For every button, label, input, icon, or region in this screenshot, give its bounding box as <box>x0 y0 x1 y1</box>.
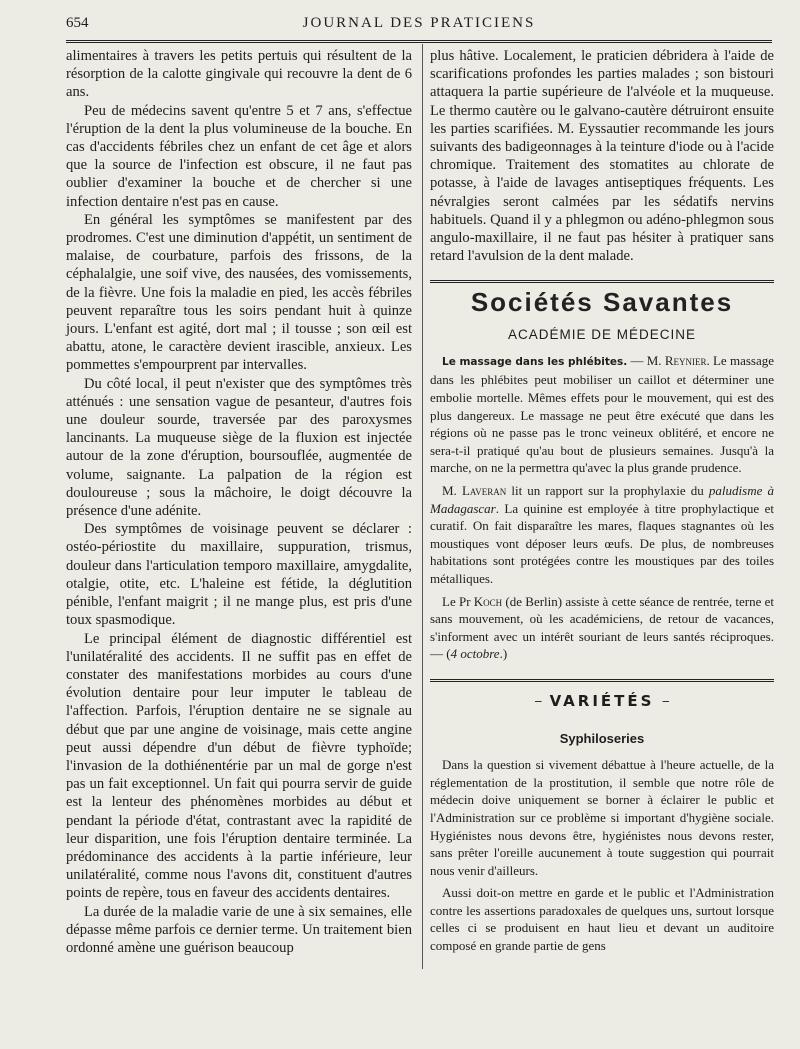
varietes-banner <box>430 679 774 726</box>
running-title: JOURNAL DES PRATICIENS <box>302 14 536 31</box>
paragraph: Peu de médecins savent qu'entre 5 et 7 ans, s'effectue l'éruption de la dent la plus volumineuse de la bouche. En cas d'accidents fébriles chez un enfant de cet âge et alors que la source de l'infection est obscure, il ne faut pas oublier d'examiner la bouche et de chercher si une infection dentaire n'est pas en cause. <box>66 102 412 210</box>
academy-report <box>430 352 774 663</box>
article-title: Syphiloseries <box>559 730 645 746</box>
paragraph: En général les symptômes se manifestent par des prodromes. C'est une diminution d'appétit, un sentiment de malaise, de courbature, parfois des frissons, de la céphalalgie, une soif vive, des nausées, des vomissements, de la fièvre. Une fois la maladie en pied, les accès fébriles peuvent reparaître tous les soirs pendant huit à quinze jours. L'enfant est agité, dort mal ; il tousse ; son œil est abattu, atone, le caractère devient irascible, anxieux. Les pommettes s'empourprent par intervalles. <box>66 211 412 374</box>
paragraph: La durée de la maladie varie de une à six semaines, elle dépasse même parfois ce dernier terme. Un traitement bien ordonné amène une guérison beaucoup <box>66 903 412 956</box>
page-header <box>66 10 772 36</box>
paragraph: plus hâtive. Localement, le praticien débridera à l'aide de scarifications profondes les parties malades ; son bistouri attaquera la partie supérieure de l'alvéole et la muqueuse. Le thermo cautère ou le galvano-cautère détruiront ensuite les parties scarifiées. M. Eyssautier recommande les jours suivants des badigeonnages à la teinture d'iode ou à l'acide chromique. Traitement des stomatites au chlorate de potasse, à l'aide de lavages antiseptiques fréquents. Les névralgies seront calmées par les sédatifs nervins habituels. Quand il y a phlegmon ou adéno-phlegmon sous angulo-maxillaire, il ne faut pas hésiter à pratiquer sans retard l'avulsion de la dent malade. <box>430 48 774 265</box>
paragraph: Aussi doit-on mettre en garde et le public et l'Administration contre les assertions paradoxales de quelques uns, surtout lorsque celles ci se produisent en haut lieu et devant un auditoire composé en grande partie de gens <box>430 885 774 954</box>
academy-heading: ACADÉMIE DE MÉDECINE <box>507 326 697 342</box>
column-divider <box>422 44 423 969</box>
author-name: Koch <box>473 593 503 609</box>
closing-text: .) <box>499 646 508 662</box>
right-column <box>430 47 774 955</box>
section-title: Sociétés Savantes <box>470 287 734 318</box>
page-number: 654 <box>66 14 89 31</box>
varietes-title: VARIÉTÉS <box>542 692 663 710</box>
section-rule <box>430 280 774 283</box>
report-text: (de Berlin) assiste à cette séance de rentrée, terne et sans mouvement, où les académiciens, de retour de vacances, s'informent avec un intérêt souriant de leurs santés réciproques. — ( <box>430 593 774 662</box>
prefix-text: Le Pr <box>442 593 474 609</box>
paragraph: Des symptômes de voisinage peuvent se déclarer : ostéo-périostite du maxillaire, suppuration, trismus, douleur dans l'articulation temporo maxillaire, amygdalite, otalgie, otite, etc. L'haleine est fétide, la déglutition pénible, l'enfant maigrit ; il ne mange plus, est pris d'une toux spasmodique. <box>66 521 412 629</box>
report-text: . La quinine est employée à titre prophylactique et curatif. On fait disparaître les mares, flaques stagnantes où les moustiques vont déposer leurs œufs. De plus, de nombreuses habitations sont protégées contre les moustiques par des toiles métalliques. <box>430 500 774 586</box>
report-paragraph <box>430 593 774 663</box>
italic-topic: paludisme à Madagascar <box>430 483 774 516</box>
report-text: . Le massage dans les phlébites peut mobiliser un caillot et déterminer une embolie mortelle. Mêmes effets pour le mouvement, qui est des plus dangereux. Le massage ne peut être exécuté que dans les régions où ne passe pas le tronc veineux oblitéré, et encore ne sera-t-il pratiqué qu'au bout de plusieurs semaines. Jusqu'à la marche, on ne la permettra qu'avec la plus grande prudence. <box>430 352 774 476</box>
author-name: Reynier <box>664 352 707 368</box>
report-paragraph <box>430 482 774 588</box>
header-rule <box>66 40 772 43</box>
date-text: 4 octobre <box>450 646 500 662</box>
report-text: lit un rapport sur la prophylaxie du <box>506 483 709 498</box>
report-paragraph <box>430 352 774 477</box>
paragraph: Le principal élément de diagnostic différentiel est l'unilatéralité des accidents. Il ne suffit pas en effet de constater des manifestations morbides au cours d'une évolution dentaire pour leur imputer le tableau de l'affection. Parfois, l'éruption dentaire ne se signale au début que par une angine de voisinage, mais cette angine peut aussi dépendre d'un début de fièvre typhoïde; l'invasion de la dothiénentérie par un mal de gorge n'est pas un fait exceptionnel. Un fait qui pourra servir de guide est la lenteur des phénomènes morbides au début et pendant la période d'état, contrastant avec la rapidité de leur disparition, une fois l'éruption dentaire terminée. La prédominance des accidents à la partie inférieure, leur unilatéralité, comme nous l'avons dit, constituent d'autres points de repère, tous en faveur des accidents dentaires. <box>66 630 412 902</box>
dash-text: — M. <box>627 352 665 368</box>
report-heading: Le massage dans les phlébites. <box>442 355 628 368</box>
left-column <box>66 47 412 957</box>
article-body <box>430 756 774 955</box>
prefix-text: M. <box>442 483 462 498</box>
paragraph: alimentaires à travers les petits pertuis qui résultent de la résorption de la calotte gingivale qui recouvre la dent de 6 ans. <box>66 48 412 101</box>
paragraph: Dans la question si vivement débattue à l'heure actuelle, de la réglementation de la prostitution, il semble que notre rôle de médecin doive uniquement se borner à éclairer le public et l'Administration sur ce problème si important d'hygiène sociale. Hygiénistes nous devons être, hygiénistes nous devons rester, sans prêter l'oreille aucunement à toute suggestion qui pourrait nous venir d'ailleurs. <box>430 757 774 878</box>
paragraph: Du côté local, il peut n'exister que des symptômes très atténués : une sensation vague de pesanteur, d'autres fois une douleur sourde, traversée par des paroxysmes lancinants. La muqueuse siège de la fluxion est injectée autour de la zone d'éruption, boursouflée, augmentée de volume, saignante. La palpation de la région est douloureuse ; sous la mâchoire, le doigt découvre la présence d'une adénite. <box>66 375 412 520</box>
author-name: Laveran <box>461 483 507 498</box>
